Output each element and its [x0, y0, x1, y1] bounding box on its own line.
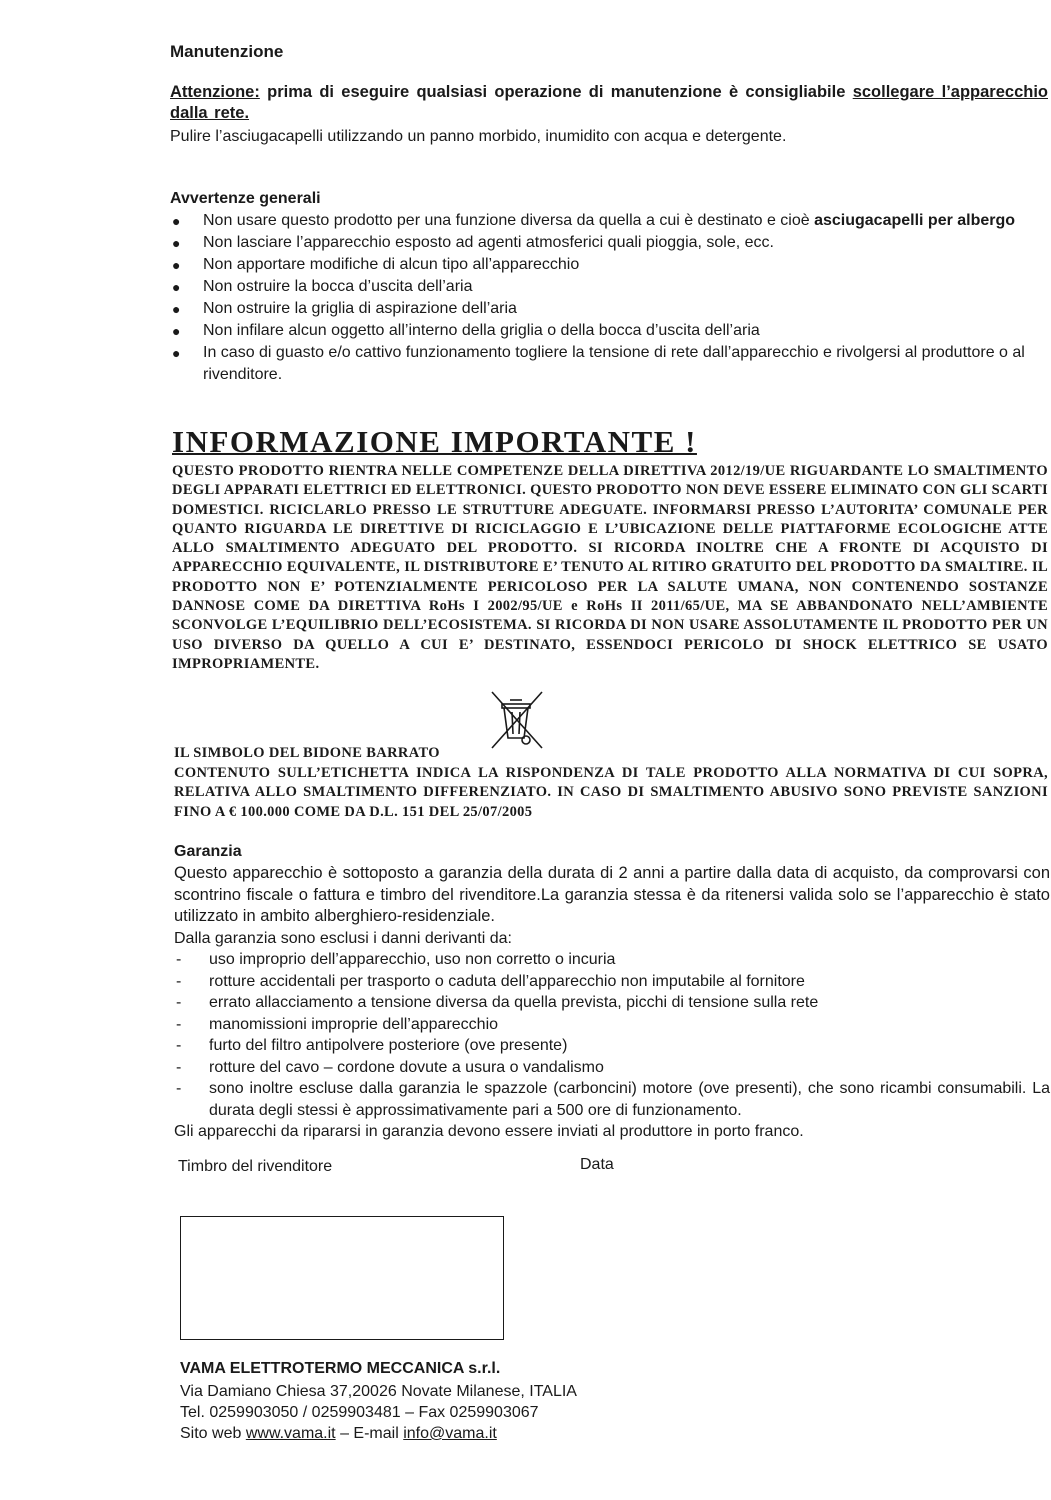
symbol-text: CONTENUTO SULL’ETICHETTA INDICA LA RISPONDENZA DI TALE PRODOTTO ALLA NORMATIVA DI CUI SOPRA, RELATIVA ALLO SMALTIMENTO DIFFERENZIATO. IN CASO DI SMALTIMENTO ABUSIVO SONO PREVISTE SANZIONI FINO A € 100.000 COME DA D.L. 151 DEL 25/07/2005 [174, 765, 1048, 820]
warranty-block [174, 863, 1050, 1143]
crossed-out-wheelie-bin-icon [488, 690, 546, 750]
warning-item-text: Non apportare modifiche di alcun tipo all’apparecchio [203, 256, 580, 273]
dash-icon: - [176, 1037, 182, 1054]
dealer-stamp-box[interactable] [180, 1216, 504, 1340]
maintenance-block [170, 82, 1048, 147]
bullet-icon: ● [172, 235, 181, 251]
warning-item-text: Non infilare alcun oggetto all’interno della griglia o della bocca d’uscita dell’aria [203, 322, 760, 339]
bullet-icon: ● [172, 213, 181, 229]
warranty-shipping: Gli apparecchi da ripararsi in garanzia devono essere inviati al produttore in porto franco. [174, 1123, 804, 1140]
email-link[interactable]: info@vama.it [403, 1425, 497, 1442]
important-body: QUESTO PRODOTTO RIENTRA NELLE COMPETENZE DELLA DIRETTIVA 2012/19/UE RIGUARDANTE LO SMALTIMENTO DEGLI APPARATI ELETTRICI ED ELETTRONICI. QUESTO PRODOTTO NON DEVE ESSERE ELIMINATO CON GLI SCARTI DOMESTICI. RICICLARLO PRESSO LE STRUTTURE ADEGUATE. INFORMARSI PRESSO L’AUTORITA’ COMUNALE PER QUANTO RIGUARDA LE DIRETTIVE DI RICICLAGGIO E L’UBICAZIONE DELLE PIATTAFORME ECOLOGICHE ATTE ALLO SMALTIMENTO ADEGUATO DEL PRODOTTO. SI RICORDA INOLTRE CHE A FRONTE DI ACQUISTO DI APPARECCHIO EQUIVALENTE, IL DISTRIBUTORE E’ TENUTO AL RITIRO GRATUITO DEL PRODOTTO DA SMALTIRE. IL PRODOTTO NON E’ POTENZIALMENTE PERICOLOSO PER LA SALUTE UMANA, NON CONTENENDO SOSTANZE DANNOSE COME DA DIRETTIVA RoHs I 2002/95/UE e RoHs II 2011/65/UE, MA SE ABBANDONATO NELL’AMBIENTE SCONVOLGE L’EQUILIBRIO DELL’ECOSISTEMA. SI RICORDA DI NON USARE ASSOLUTAMENTE IL PRODOTTO PER UN USO DIVERSO DA QUELLO A CUI E’ DESTINATO, ESSENDOCI PERICOLO DI SHOCK ELETTRICO SE USATO IMPROPRIAMENTE. [172, 463, 1048, 672]
list-item [174, 1057, 1050, 1079]
dash-icon: - [176, 951, 182, 968]
warning-item-text: Non ostruire la bocca d’uscita dell’aria [203, 278, 473, 295]
exclusion-text: errato allacciamento a tensione diversa da quella prevista, picchi di tensione sulla rete [209, 994, 819, 1011]
date-label: Data [580, 1156, 614, 1173]
exclusion-text: sono inoltre escluse dalla garanzia le spazzole (carboncini) motore (ove presenti), che sono ricambi consumabili. La durata degli stessi è approssimativamente pari a 500 ore di funzionamento. [209, 1080, 1050, 1119]
bullet-icon: ● [172, 257, 181, 273]
bullet-icon: ● [172, 323, 181, 339]
list-item [170, 298, 1048, 320]
dealer-stamp-label: Timbro del rivenditore [178, 1158, 333, 1175]
attention-disconnect: scollegare l’apparecchio dalla rete. [170, 83, 1048, 122]
warranty-exclusions-list [174, 949, 1050, 1121]
email-label: – E-mail [340, 1425, 399, 1442]
list-item [174, 971, 1050, 993]
warning-item-1-bold: asciugacapelli per albergo [814, 212, 1016, 229]
list-item [170, 342, 1048, 386]
list-item [174, 1014, 1050, 1036]
warning-item-text: Non ostruire la griglia di aspirazione dell’aria [203, 300, 517, 317]
dash-icon: - [176, 1015, 182, 1033]
warranty-title: Garanzia [174, 843, 242, 860]
company-name: VAMA ELETTROTERMO MECCANICA s.r.l. [180, 1360, 501, 1377]
list-item [174, 949, 1050, 971]
list-item [170, 232, 1048, 254]
bullet-icon: ● [172, 301, 181, 317]
dash-icon: - [176, 972, 182, 990]
list-item [170, 254, 1048, 276]
exclusion-text: uso improprio dell’apparecchio, uso non corretto o incuria [209, 951, 616, 968]
warnings-title: Avvertenze generali [170, 190, 321, 207]
dash-icon: - [176, 994, 182, 1011]
list-item [174, 992, 1050, 1014]
web-label: Sito web [180, 1425, 242, 1442]
company-address: Via Damiano Chiesa 37,20026 Novate Milanese, ITALIA [180, 1383, 577, 1400]
warning-item-1-text: Non usare questo prodotto per una funzione diversa da quella a cui è destinato e cioè [203, 212, 810, 229]
warranty-intro: Questo apparecchio è sottoposto a garanzia della durata di 2 anni a partire dalla data di acquisto, da comprovarsi con scontrino fiscale o fattura e timbro del rivenditore.La garanzia stessa è da ritenersi valida solo se l’apparecchio è stato utilizzato in ambito alberghiero-residenziale. [174, 864, 1050, 925]
list-item [174, 1035, 1050, 1057]
dash-icon: - [176, 1080, 182, 1097]
symbol-label: IL SIMBOLO DEL BIDONE BARRATO [174, 745, 440, 761]
warning-item-text: Non lasciare l’apparecchio esposto ad agenti atmosferici quali pioggia, sole, ecc. [203, 234, 774, 251]
web-link[interactable]: www.vama.it [245, 1425, 336, 1442]
exclusion-text: rotture accidentali per trasporto o caduta dell’apparecchio non imputabile al fornitore [209, 972, 805, 990]
attention-label: Attenzione: [170, 83, 260, 101]
maintenance-title: Manutenzione [170, 42, 284, 61]
list-item [174, 1078, 1050, 1121]
bullet-icon: ● [172, 345, 181, 361]
dash-icon: - [176, 1058, 182, 1076]
list-item [170, 320, 1048, 342]
bullet-icon: ● [172, 279, 181, 295]
list-item [170, 276, 1048, 298]
attention-text: prima di eseguire qualsiasi operazione di manutenzione è consigliabile [267, 83, 846, 101]
exclusion-text: manomissioni improprie dell’apparecchio [209, 1015, 499, 1033]
company-phones: Tel. 0259903050 / 0259903481 – Fax 0259903067 [180, 1404, 539, 1421]
warranty-exclusions-intro: Dalla garanzia sono esclusi i danni derivanti da: [174, 929, 512, 947]
warning-item-text: In caso di guasto e/o cattivo funzionamento togliere la tensione di rete dall’apparecchio e rivolgersi al produttore o al rivenditore. [203, 344, 1025, 383]
attention-paragraph [170, 82, 1048, 124]
warnings-list [170, 210, 1048, 386]
list-item [170, 210, 1048, 232]
exclusion-text: rotture del cavo – cordone dovute a usura o vandalismo [209, 1058, 604, 1076]
important-title: INFORMAZIONE IMPORTANTE ! [172, 424, 697, 459]
company-contacts [180, 1423, 497, 1444]
exclusion-text: furto del filtro antipolvere posteriore (ove presente) [209, 1037, 568, 1054]
cleaning-text: Pulire l’asciugacapelli utilizzando un panno morbido, inumidito con acqua e detergente. [170, 128, 787, 145]
